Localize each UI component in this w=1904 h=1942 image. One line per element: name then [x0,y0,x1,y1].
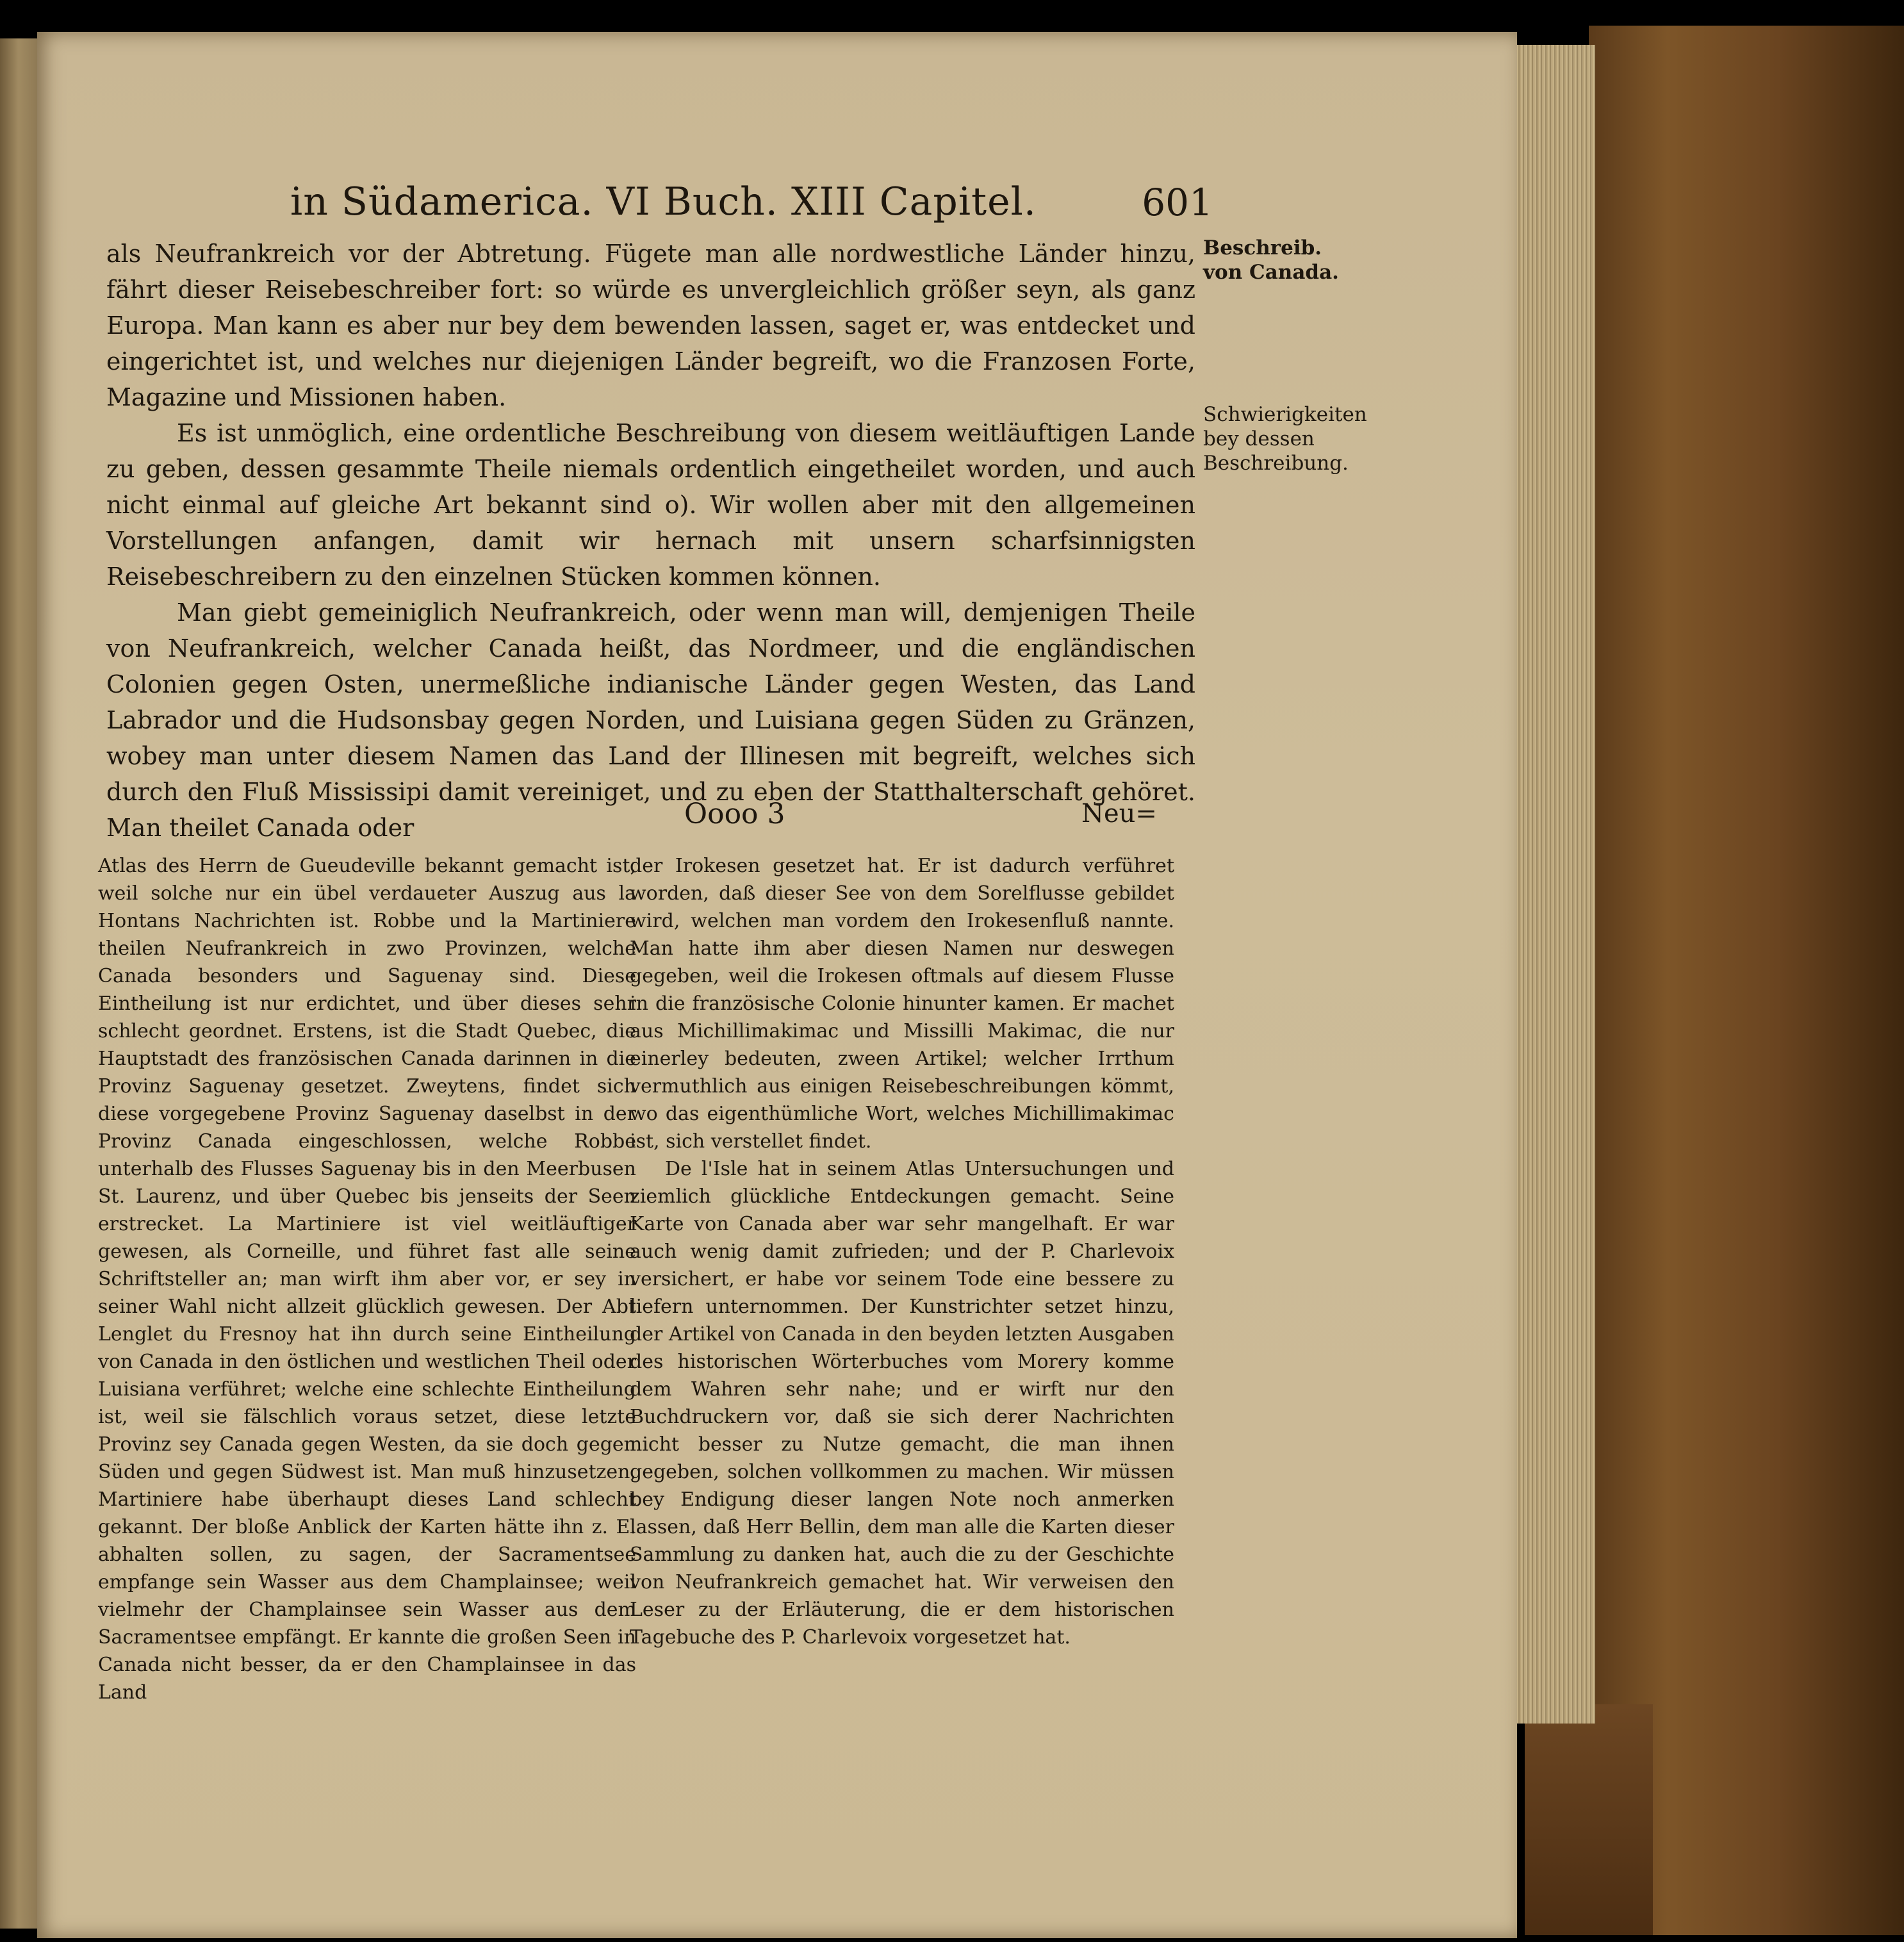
marginal-note-difficulties: Schwierigkeiten bey dessen Beschreibung. [1203,403,1367,475]
catchword: Neu= [1081,799,1157,828]
paragraph-2: Es ist unmöglich, eine ordentliche Beschreibung von diesem weitläuftigen Lande zu geben, dessen gesammte Theile niemals ordentlich eingetheilet worden, und auch nicht einmal auf gleiche Art bekannt sind o). Wir wollen aber mit den allgemeinen Vorstellungen anfangen, damit wir hernach mit unsern scharfsinnigsten Reisebeschreibern zu den einzelnen Stücken kommen können. [106,419,1195,591]
marginal-note-description: Beschreib. von Canada. [1203,236,1339,284]
signature-mark: Oooo 3 [684,798,785,830]
footnote-column-right [630,852,1174,1651]
page-content [37,32,1517,1938]
page-header [290,167,1213,243]
running-title: in Südamerica. VI Buch. XIII Capitel. [290,179,1037,224]
footnote-column-left [98,852,636,1706]
footnote-left-text: Atlas des Herrn de Gueudeville bekannt gemacht ist, weil solche nur ein übel verdaueter Auszug aus la Hontans Nachrichten ist. Robbe und la Martiniere theilen Neufrankreich in zwo Provinzen, welche Canada besonders und Saguenay sind. Diese Eintheilung ist nur erdichtet, und über dieses sehr schlecht geordnet. Erstens, ist die Stadt Quebec, die Hauptstadt des französischen Canada darinnen in die Provinz Saguenay gesetzet. Zweytens, findet sich diese vorgegebene Provinz Saguenay daselbst in der Provinz Canada eingeschlossen, welche Robbe unterhalb des Flusses Saguenay bis in den Meerbusen St. Laurenz, und über Quebec bis jenseits der Seen erstrecket. La Martiniere ist viel weitläuftiger gewesen, als Corneille, und führet fast alle seine Schriftsteller an; man wirft ihm aber vor, er sey in seiner Wahl nicht allzeit glücklich gewesen. Der Abt Lenglet du Fresnoy hat ihn durch seine Eintheilung von Canada in den östlichen und westlichen Theil oder Luisiana verführet; welche eine schlechte Eintheilung ist, weil sie fälschlich voraus setzet, diese letzte Provinz sey Canada gegen Westen, da sie doch gegen Süden und gegen Südwest ist. Man muß hinzusetzen, Martiniere habe überhaupt dieses Land schlecht gekannt. Der bloße Anblick der Karten hätte ihn z. E. abhalten sollen, zu sagen, der Sacramentsee empfange sein Wasser aus dem Champlainsee; weil vielmehr der Champlainsee sein Wasser aus dem Sacramentsee empfängt. Er kannte die großen Seen in Canada nicht besser, da er den Champlainsee in das Land [98,855,636,1704]
footnote-right-text-2: De l'Isle hat in seinem Atlas Untersuchungen und ziemlich glückliche Entdeckungen gemacht. Seine Karte von Canada aber war sehr mangelhaft. Er war auch wenig damit zufrieden; und der P. Charlevoix versichert, er habe vor seinem Tode eine bessere zu liefern unternommen. Der Kunstrichter setzet hinzu, der Artikel von Canada in den beyden letzten Ausgaben des historischen Wörterbuches vom Morery komme dem Wahren sehr nahe; und er wirft nur den Buchdruckern vor, daß sie sich derer Nachrichten nicht besser zu Nutze gemacht, die man ihnen gegeben, solchen vollkommen zu machen. Wir müssen bey Endigung dieser langen Note noch anmerken lassen, daß Herr Bellin, dem man alle die Karten dieser Sammlung zu danken hat, auch die zu der Geschichte von Neufrankreich gemachet hat. Wir verweisen den Leser zu der Erläuterung, die er dem historischen Tagebuche des P. Charlevoix vorgesetzet hat. [630,1158,1174,1649]
main-text [106,236,1195,846]
page-number: 601 [1142,181,1213,224]
footnote-right-text-1: der Irokesen gesetzet hat. Er ist dadurch verführet worden, daß dieser See von dem Sorelflusse gebildet wird, welchen man vordem den Irokesenfluß nannte. Man hatte ihm aber diesen Namen nur deswegen gegeben, weil die Irokesen oftmals auf diesem Flusse in die französische Colonie hinunter kamen. Er machet aus Michillimakimac und Missilli Makimac, die nur einerley bedeuten, zween Artikel; welcher Irrthum vermuthlich aus einigen Reisebeschreibungen kömmt, wo das eigenthümliche Wort, welches Michillimakimac ist, sich verstellet findet. [630,855,1174,1153]
book-cover [1589,26,1904,1935]
facing-page-edge [0,38,41,1929]
book-cover-corner [1525,1704,1653,1935]
paragraph-3: Man giebt gemeiniglich Neufrankreich, oder wenn man will, demjenigen Theile von Neufrankreich, welcher Canada heißt, das Nordmeer, und die engländischen Colonien gegen Osten, unermeßliche indianische Länder gegen Westen, das Land Labrador und die Hudsonsbay gegen Norden, und Luisiana gegen Süden zu Gränzen, wobey man unter diesem Namen das Land der Illinesen mit begreift, welches sich durch den Fluß Mississipi damit vereiniget, und zu eben der Statthalterschaft gehöret. Man theilet Canada oder [106,598,1195,842]
paragraph-1: als Neufrankreich vor der Abtretung. Fügete man alle nordwestliche Länder hinzu, fährt dieser Reisebeschreiber fort: so würde es unvergleichlich größer seyn, als ganz Europa. Man kann es aber nur bey dem bewenden lassen, saget er, was entdecket und eingerichtet ist, und welches nur diejenigen Länder begreift, wo die Franzosen Forte, Magazine und Missionen haben. [106,240,1195,411]
